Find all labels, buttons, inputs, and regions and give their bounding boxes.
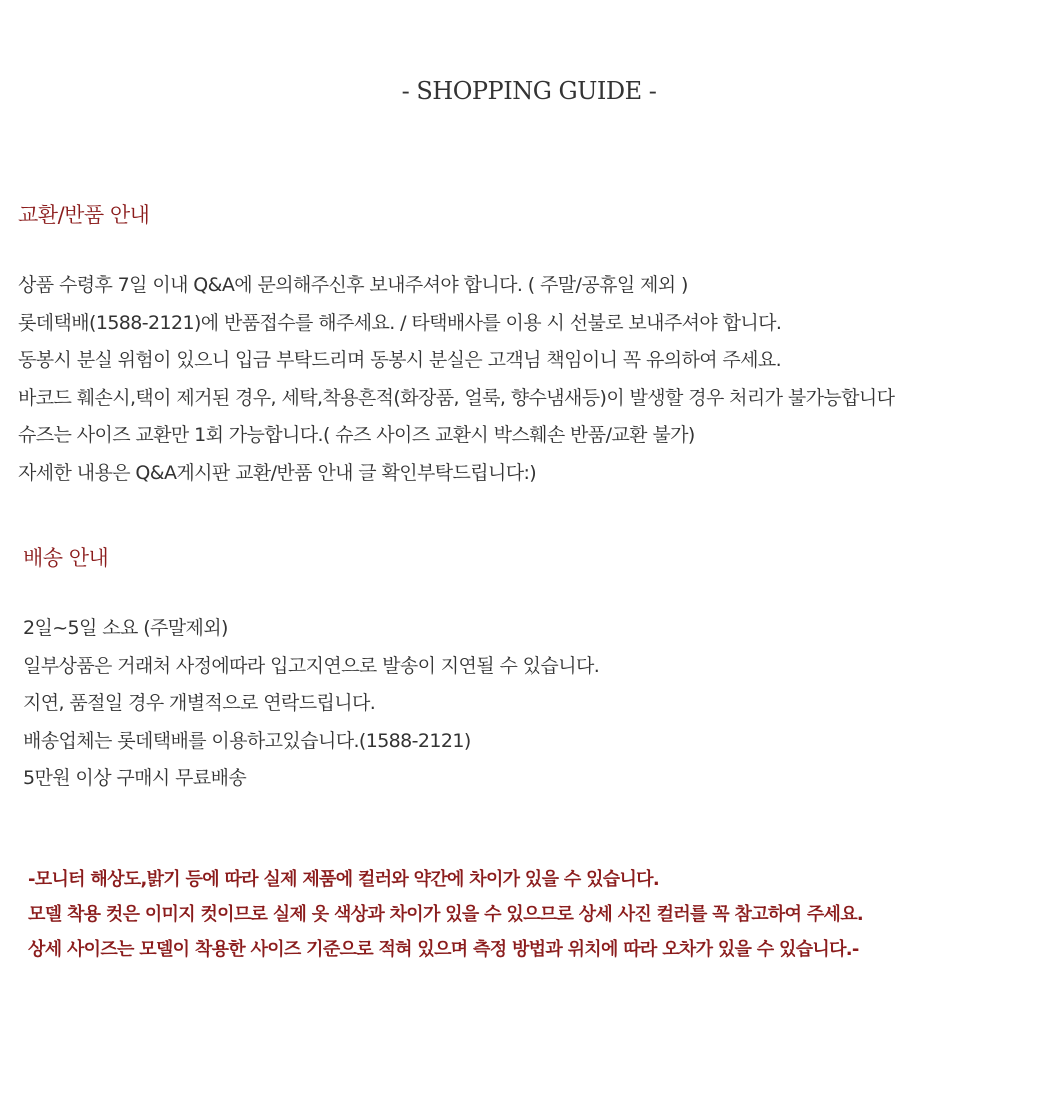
exchange-info-line: 동봉시 분실 위험이 있으니 입금 부탁드리며 동봉시 분실은 고객님 책임이니 꼭 유의하여 주세요. [18,349,782,371]
shipping-info-line: 2일~5일 소요 (주말제외) [23,617,228,639]
notice-line: 상세 사이즈는 모델이 착용한 사이즈 기준으로 적혀 있으며 측정 방법과 위치에 따라 오차가 있을 수 있습니다.- [28,939,859,960]
exchange-info-line: 자세한 내용은 Q&A게시판 교환/반품 안내 글 확인부탁드립니다:) [18,461,537,484]
shipping-heading: 배송 안내 [23,546,109,570]
exchange-info-line: 상품 수령후 7일 이내 Q&A에 문의해주신후 보내주셔야 합니다. ( 주말/공휴일 제외 ) [18,274,688,296]
exchange-info-line: 슈즈는 사이즈 교환만 1회 가능합니다.( 슈즈 사이즈 교환시 박스훼손 반품/교환 불가) [18,424,695,446]
shipping-info-list [23,610,599,798]
color-notice [28,862,863,967]
shipping-info-line: 지연, 품절일 경우 개별적으로 연락드립니다. [23,692,376,714]
notice-line: 모델 착용 컷은 이미지 컷이므로 실제 옷 색상과 차이가 있을 수 있으므로 상세 사진 컬러를 꼭 참고하여 주세요. [28,904,864,925]
exchange-heading: 교환/반품 안내 [18,203,150,227]
shipping-info-line: 5만원 이상 구매시 무료배송 [23,767,247,789]
exchange-info-line: 바코드 훼손시,택이 제거된 경우, 세탁,착용흔적(화장품, 얼룩, 향수냄새등)이 발생할 경우 처리가 불가능합니다 [18,386,895,409]
shipping-info-line: 배송업체는 롯데택배를 이용하고있습니다.(1588-2121) [23,729,471,752]
exchange-info-list [18,267,894,492]
page-title: - SHOPPING GUIDE - [401,77,657,105]
notice-line: -모니터 해상도,밝기 등에 따라 실제 제품에 컬러와 약간에 차이가 있을 수 있습니다. [28,869,659,890]
shipping-info-line: 일부상품은 거래처 사정에따라 입고지연으로 발송이 지연될 수 있습니다. [23,654,600,677]
exchange-info-line: 롯데택배(1588-2121)에 반품접수를 해주세요. / 타택배사를 이용 시 선불로 보내주셔야 합니다. [18,311,782,334]
